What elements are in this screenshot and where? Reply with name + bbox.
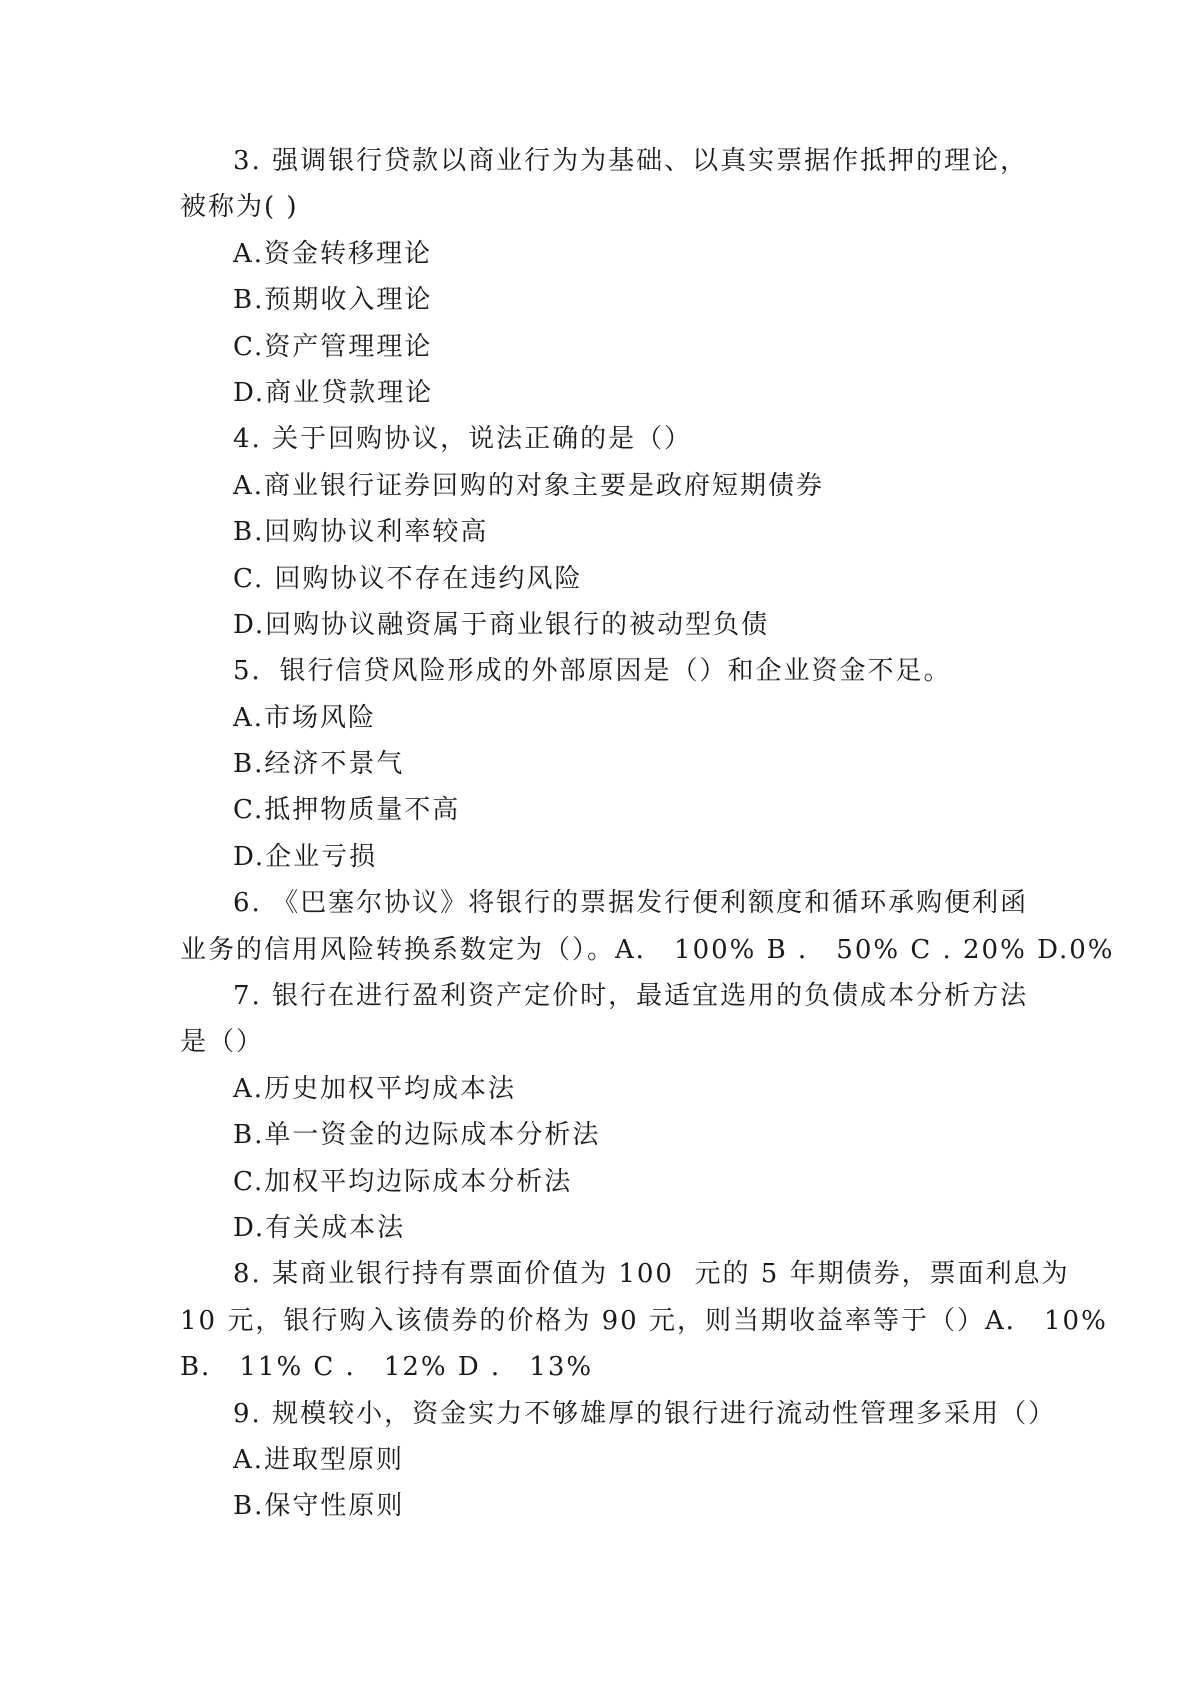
question-7-stem-line-2: 是（） (180, 1027, 265, 1058)
question-list (180, 138, 1115, 1530)
question-9-stem-line-1: 9. 规模较小，资金实力不够雄厚的银行进行流动性管理多采用（） (233, 1398, 1057, 1429)
question-8-stem-line-1: 8. 某商业银行持有票面价值为 100 元的 5 年期债券，票面利息为 (233, 1259, 1070, 1290)
question-4-option-b: B.回购协议利率较高 (233, 517, 489, 548)
question-4 (180, 416, 1030, 648)
question-4-option-c: C. 回购协议不存在违约风险 (233, 563, 583, 594)
question-3-stem-line-1: 3. 强调银行贷款以商业行为为基础、以真实票据作抵押的理论， (233, 146, 1029, 176)
question-5-option-d: D.企业亏损 (233, 841, 378, 872)
question-5-stem-line-1: 5．银行信贷风险形成的外部原因是（）和企业资金不足。 (233, 656, 952, 687)
question-7 (180, 973, 1030, 1251)
question-3-option-d: D.商业贷款理论 (233, 377, 434, 408)
question-7-option-d: D.有关成本法 (233, 1212, 406, 1243)
question-3-option-a: A.资金转移理论 (233, 238, 433, 269)
question-8-stem-line-3: B． 11% C ． 12% D ． 13% (180, 1352, 594, 1383)
question-8 (180, 1251, 1108, 1390)
question-3-stem-line-2: 被称为( ) (180, 192, 299, 223)
question-3-option-c: C.资产管理理论 (233, 331, 433, 362)
question-9-option-b: B.保守性原则 (233, 1491, 405, 1522)
question-7-option-c: C.加权平均边际成本分析法 (233, 1166, 573, 1197)
question-3-option-b: B.预期收入理论 (233, 285, 433, 316)
question-5-option-a: A.市场风险 (233, 702, 377, 733)
question-5-option-b: B.经济不景气 (233, 749, 405, 780)
question-6-stem-line-1: 6. 《巴塞尔协议》将银行的票据发行便利额度和循环承购便利函 (233, 888, 1029, 919)
question-4-stem-line-1: 4. 关于回购协议，说法正确的是（） (233, 424, 693, 455)
question-4-option-d: D.回购协议融资属于商业银行的被动型负债 (233, 609, 770, 640)
question-9-option-a: A.进取型原则 (233, 1444, 405, 1475)
question-8-stem-line-2: 10 元，银行购入该债券的价格为 90 元，则当期收益率等于（）A． 10% (180, 1305, 1108, 1336)
question-7-stem-line-1: 7. 银行在进行盈利资产定价时，最适宜选用的负债成本分析方法 (233, 981, 1029, 1012)
question-5 (180, 648, 1030, 880)
question-6 (180, 880, 1115, 973)
question-4-option-a: A.商业银行证券回购的对象主要是政府短期债券 (233, 470, 825, 501)
question-5-option-c: C.抵押物质量不高 (233, 795, 461, 826)
question-7-option-a: A.历史加权平均成本法 (233, 1073, 517, 1104)
question-3 (180, 138, 1030, 416)
question-9 (180, 1391, 1057, 1530)
question-6-stem-line-2: 业务的信用风险转换系数定为（）。A． 100% B ． 50% C . 20% D.0% (180, 934, 1115, 965)
question-7-option-b: B.单一资金的边际成本分析法 (233, 1120, 601, 1151)
